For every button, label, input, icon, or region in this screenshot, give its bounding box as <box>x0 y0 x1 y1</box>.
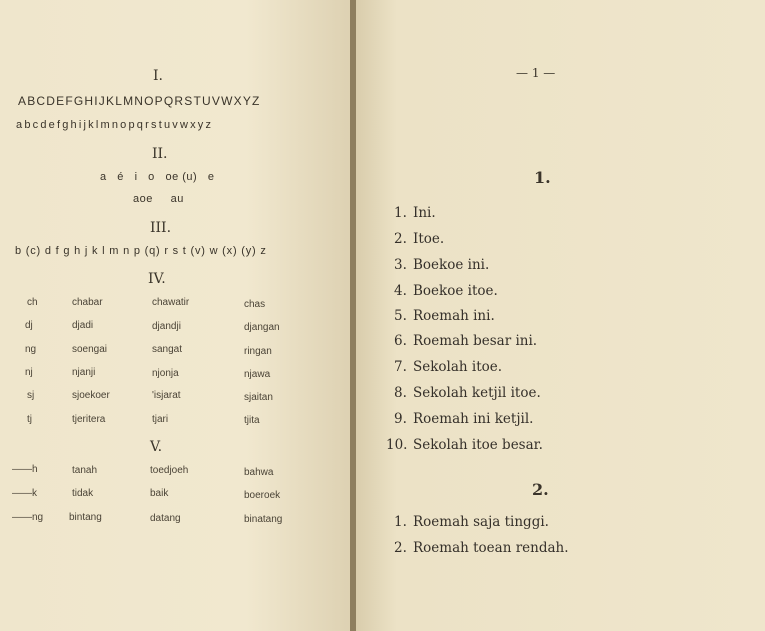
table-cell: ——k <box>12 488 37 499</box>
list-item-text: Roemah ini ketjil. <box>413 411 534 427</box>
table-cell: njonja <box>152 368 179 379</box>
table-cell: tjeritera <box>72 414 106 425</box>
lowercase-alphabet: abcdefghijklmnopqrstuvwxyz <box>16 119 214 131</box>
table-cell: sjaitan <box>244 392 273 403</box>
table-cell: ch <box>27 297 38 308</box>
table-cell: bintang <box>69 512 102 523</box>
table-cell: 'isjarat <box>152 390 181 401</box>
table-cell: ——ng <box>12 512 44 523</box>
list-item-text: Ini. <box>413 205 436 221</box>
list-item-number: 2. <box>394 540 407 556</box>
consonants-line: b (c) d f g h j k l m n p (q) r s t (v) w (x) (y) z <box>15 245 267 257</box>
list-item-text: Boekoe itoe. <box>413 283 498 299</box>
table-cell: tidak <box>72 488 94 499</box>
uppercase-alphabet: ABCDEFGHIJKLMNOPQRSTUVWXYZ <box>18 94 261 108</box>
table-cell: djandji <box>152 321 181 332</box>
table-cell: djangan <box>244 322 280 333</box>
page-number: — 1 — <box>516 66 556 80</box>
table-cell: djadi <box>72 320 94 331</box>
table-cell: njawa <box>244 369 271 380</box>
table-cell: chas <box>244 299 266 310</box>
list-item-number: 5. <box>394 308 407 324</box>
table-cell: nj <box>25 367 33 378</box>
table-cell: boeroek <box>244 490 281 501</box>
list-item-number: 3. <box>394 257 407 273</box>
table-cell: njanji <box>72 367 96 378</box>
right-page <box>356 0 765 631</box>
table-cell: ng <box>25 344 37 355</box>
table-cell: chabar <box>72 297 103 308</box>
list-item-text: Sekolah ketjil itoe. <box>413 385 541 401</box>
section-numeral: I. <box>153 68 163 84</box>
table-cell: bahwa <box>244 467 274 478</box>
list-item-number: 2. <box>394 231 407 247</box>
list-item-number: 6. <box>394 333 407 349</box>
list-item-number: 8. <box>394 385 407 401</box>
section-numeral: IV. <box>148 271 166 287</box>
table-cell: ——h <box>12 464 38 475</box>
list-item-text: Roemah toean rendah. <box>413 540 569 556</box>
list-item-text: Sekolah itoe. <box>413 359 503 375</box>
vowels-line: a é i o oe (u) e <box>100 171 215 183</box>
section-numeral: II. <box>152 146 168 162</box>
left-page <box>0 0 352 631</box>
table-cell: baik <box>150 488 169 499</box>
table-cell: binatang <box>244 514 283 525</box>
list-item-number: 4. <box>394 283 407 299</box>
table-cell: soengai <box>72 344 108 355</box>
list-item-text: Roemah besar ini. <box>413 333 538 349</box>
list-item-number: 9. <box>394 411 407 427</box>
table-cell: tj <box>27 414 32 425</box>
list-item-number: 7. <box>394 359 407 375</box>
list-item-text: Boekoe ini. <box>413 257 490 273</box>
diphthongs-line: aoe au <box>133 193 184 205</box>
list-item-number: 1. <box>394 514 407 530</box>
lesson-heading: 1. <box>534 168 551 187</box>
table-cell: datang <box>150 513 181 524</box>
table-cell: tjari <box>152 414 169 425</box>
list-item-number: 1. <box>394 205 407 221</box>
lesson-heading: 2. <box>532 480 549 499</box>
list-item-text: Itoe. <box>413 231 445 247</box>
list-item-text: Sekolah itoe besar. <box>413 437 543 453</box>
section-numeral: III. <box>150 220 172 236</box>
table-cell: sangat <box>152 344 183 355</box>
list-item-number: 10. <box>386 437 408 453</box>
table-cell: dj <box>25 320 33 331</box>
table-cell: chawatir <box>152 297 190 308</box>
table-cell: tjita <box>244 415 260 426</box>
table-cell: toedjoeh <box>150 465 189 476</box>
table-cell: sj <box>27 390 35 401</box>
list-item-text: Roemah ini. <box>413 308 495 324</box>
table-cell: ringan <box>244 346 272 357</box>
list-item-text: Roemah saja tinggi. <box>413 514 549 530</box>
section-numeral: V. <box>150 439 163 455</box>
table-cell: sjoekoer <box>72 390 110 401</box>
table-cell: tanah <box>72 465 98 476</box>
